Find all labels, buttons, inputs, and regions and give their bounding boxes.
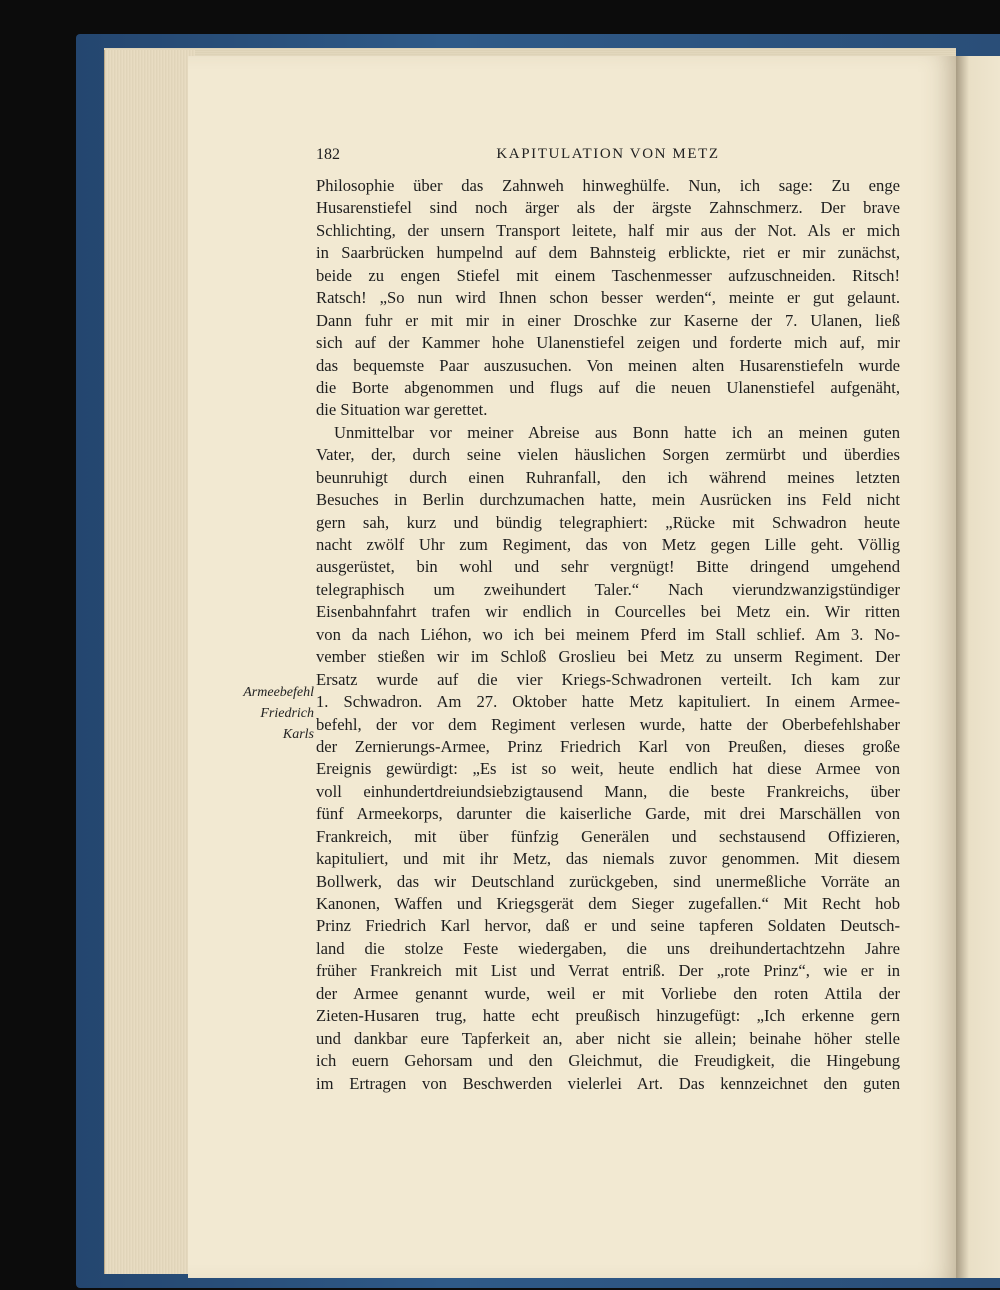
text-line: beide zu engen Stiefel mit einem Taschenmesser aufzuschneiden. Ritsch!	[316, 265, 900, 285]
page-header	[316, 146, 900, 166]
text-line: Ratsch! „So nun wird Ihnen schon besser werden“, meinte er gut gelaunt.	[316, 288, 900, 308]
text-line: Bollwerk, das wir Deutschland zurückgeben, sind unermeßliche Vorräte an	[316, 871, 900, 891]
text-line: Ersatz wurde auf die vier Kriegs-Schwadronen verteilt. Ich kam zur	[316, 669, 900, 689]
text-line: sich auf der Kammer hohe Ulanenstiefel zeigen und forderte mich auf, mir	[316, 333, 900, 353]
text-line: der Armee genannt wurde, weil er mit Vorliebe den roten Attila der	[316, 983, 900, 1003]
text-line: Prinz Friedrich Karl hervor, daß er und seine tapferen Soldaten Deutsch-	[316, 916, 900, 936]
text-line: land die stolze Feste wiedergaben, die uns dreihundertachtzehn Jahre	[316, 938, 900, 958]
text-line: der Zernierungs-Armee, Prinz Friedrich Karl von Preußen, dieses große	[316, 736, 900, 756]
text-line: Philosophie über das Zahnweh hinweghülfe. Nun, ich sage: Zu enge	[316, 176, 900, 195]
text-line: im Ertragen von Beschwerden vielerlei Art. Das kennzeichnet den guten	[316, 1073, 900, 1093]
text-line: Frankreich, mit über fünfzig Generälen und sechstausend Offizieren,	[316, 826, 900, 846]
text-line: die Situation war gerettet.	[316, 400, 488, 420]
text-line: Husarenstiefel sind noch ärger als der ärgste Zahnschmerz. Der brave	[316, 198, 900, 218]
text-line: Ereignis gewürdigt: „Es ist so weit, heute endlich hat diese Armee von	[316, 759, 900, 779]
body-text	[316, 175, 900, 1095]
page-number: 182	[316, 146, 340, 163]
text-line: 1. Schwadron. Am 27. Oktober hatte Metz kapituliert. In einem Armee-	[316, 692, 900, 712]
marginal-note-line: Karls	[282, 727, 314, 742]
text-line: Kanonen, Waffen und Kriegsgerät dem Sieger zugefallen.“ Mit Recht hob	[316, 894, 900, 913]
text-line: voll einhundertdreiundsiebzigtausend Mann, die beste Frankreichs, über	[316, 781, 900, 801]
text-line: von da nach Liéhon, wo ich bei meinem Pferd im Stall schlief. Am 3. No-	[316, 624, 900, 644]
text-line: in Saarbrücken humpelnd auf dem Bahnsteig erblickte, riet er mir zunächst,	[316, 243, 900, 263]
text-line: gern sah, kurz und bündig telegraphiert: „Rücke mit Schwadron heute	[316, 512, 900, 532]
text-line: Eisenbahnfahrt trafen wir endlich in Courcelles bei Metz ein. Wir ritten	[316, 602, 900, 622]
text-line: das bequemste Paar auszusuchen. Von meinen alten Husarenstiefeln wurde	[316, 355, 900, 375]
text-line: kapituliert, und mit ihr Metz, das niemals zuvor genommen. Mit diesem	[316, 849, 900, 869]
text-line: die Borte abgenommen und flugs auf die neuen Ulanenstiefel aufgenäht,	[316, 377, 900, 397]
text-line: nacht zwölf Uhr zum Regiment, das von Metz gegen Lille geht. Völlig	[316, 535, 900, 554]
text-line: vember stießen wir im Schloß Groslieu bei Metz zu unserm Regiment. Der	[316, 647, 900, 667]
text-line: Dann fuhr er mit mir in einer Droschke zur Kaserne der 7. Ulanen, ließ	[316, 310, 900, 330]
text-line: fünf Armeekorps, darunter die kaiserliche Garde, mit drei Marschällen von	[316, 804, 900, 824]
running-title: KAPITULATION VON METZ	[496, 146, 720, 162]
marginal-note-line: Friedrich	[260, 706, 314, 721]
text-line: Zieten-Husaren trug, hatte echt preußisch hinzugefügt: „Ich erkenne gern	[316, 1006, 900, 1026]
text-line: Besuches in Berlin durchzumachen hatte, mein Ausrücken ins Feld nicht	[316, 490, 900, 510]
text-line: früher Frankreich mit List und Verrat entriß. Der „rote Prinz“, wie er in	[316, 961, 900, 981]
text-line: ausgerüstet, bin wohl und sehr vergnügt! Bitte dringend umgehend	[316, 557, 900, 577]
text-line: befehl, der vor dem Regiment verlesen wurde, hatte der Oberbefehlshaber	[316, 714, 900, 734]
page-stack-edges	[104, 50, 195, 1274]
marginal-note-line: Armeebefehl	[243, 685, 314, 700]
text-line: Schlichting, der unsern Transport leitete, half mir aus der Not. Als er mich	[316, 220, 900, 240]
text-line: Vater, der, durch seine vielen häuslichen Sorgen zermürbt und überdies	[316, 445, 900, 465]
text-line: telegraphisch um zweihundert Taler.“ Nach vierundzwanzigstündiger	[316, 579, 900, 599]
text-line: Unmittelbar vor meiner Abreise aus Bonn hatte ich an meinen guten	[334, 422, 900, 442]
facing-page-edge	[956, 56, 1000, 1278]
text-line: ich euern Gehorsam und den Gleichmut, die Freudigkeit, die Hingebung	[316, 1051, 900, 1071]
text-line: und dankbar eure Tapferkeit an, aber nicht sie allein; beinahe höher stelle	[316, 1028, 900, 1048]
text-line: beunruhigt durch einen Ruhranfall, den ich während meines letzten	[316, 467, 900, 487]
marginal-note	[200, 682, 316, 745]
